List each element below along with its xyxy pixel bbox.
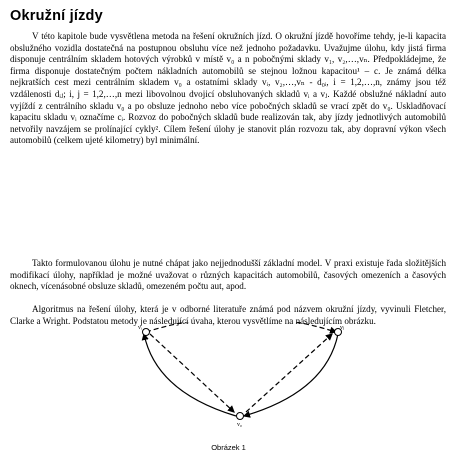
node-label-v0: v₀ [237, 422, 243, 428]
figure-caption: Obrázek 1 [211, 443, 246, 452]
paragraph-model [10, 258, 446, 293]
node-label-vj: vⱼ [340, 325, 345, 331]
page-title: Okružní jízdy [10, 8, 103, 24]
paragraph-text-1: V této kapitole bude vysvětlena metoda na řešení okružních jízd. O okružní jízdě hovoříme tehdy, je-li kapacita obslužného vozidla dostatečná na postupnou obsluhu více než jednoho požadavku. Uvažujme úlohu, kdy jistá firma disponuje centrálním skladem hotových výrobků v místě v₀ a n pobočnými sklady v₁, v₂,…,vₙ. Předpokládejme, že firma disponuje dostatečným počtem nákladních automobilů se stejnou ložnou kapacitou¹ – c. Je známá délka nejkratších cest mezi centrálním skladem v₀ a ostatními sklady vᵢ, v₂,…,vₙ - d₀ᵢ, i = 1,2,…,n, známy jsou též vzdálenosti dᵢⱼ; i, j = 1,2,…,n mezi libovolnou dvojicí obsluhovaných skladů vᵢ a vⱼ. Každé obslužné nákladní auto vyjíždí z centrálního skladu v₀ a po obsluze jednoho nebo více pobočných skladů se vrací zpět do v₀. Uskladňovací kapacitu skladu vᵢ označíme cᵢ. Rozvoz do pobočných skladů bude realizován tak, aby jízdy jednotlivých automobilů netvořily navzájem se prolínající cykly². Cílem řešení úlohy je stanovit plán rozvozu tak, aby dopravní výkon všech automobilů (celkem ujeté kilometry) byl minimální. [10, 31, 446, 146]
node-label-vi: vᵢ [138, 325, 142, 331]
node-vi [143, 329, 150, 336]
paragraph-text-3: Algoritmus na řešení úlohy, která je v odborné literatuře známá pod názvem okružní jízdy, vyvinuli Fletcher, Clarke a Wright. Podstatou metody je následující úvaha, kterou vysvětlíme na následujícím obrázku. [10, 304, 446, 326]
dashed-arc-top [146, 322, 336, 332]
route-diagram [136, 322, 348, 428]
paragraph-intro [10, 31, 446, 147]
solid-arc-left-outer [144, 334, 236, 416]
node-v0 [237, 413, 244, 420]
paragraph-text-2: Takto formulovanou úlohu je nutné chápat jako nejjednodušší základní model. V praxi existuje řada složitějších modifikací úlohy, například je možné uvažovat o různých kapacitách automobilů, časových omezeních a časových oknech, vícenásobné obsluze skladů, omezeném počtu aut, apod. [10, 258, 446, 292]
solid-arc-right-outer [244, 334, 338, 416]
